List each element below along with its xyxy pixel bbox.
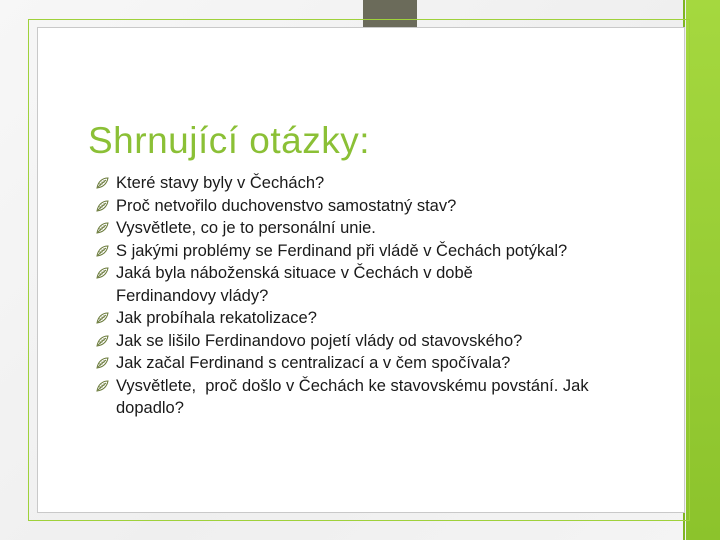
list-item-text: Jak začal Ferdinand s centralizací a v čem spočívala? xyxy=(116,354,511,372)
leaf-bullet-icon xyxy=(96,335,109,347)
leaf-bullet-icon xyxy=(96,245,109,257)
list-item xyxy=(96,240,656,263)
list-item-text: Jaká byla náboženská situace v Čechách v době Ferdinandovy vlády? xyxy=(116,264,473,305)
list-item xyxy=(96,217,656,240)
slide-title: Shrnující otázky: xyxy=(88,120,371,161)
leaf-bullet-icon xyxy=(96,380,109,392)
list-item xyxy=(96,352,656,375)
question-list xyxy=(96,172,656,420)
list-item xyxy=(96,195,656,218)
list-item-text: Vysvětlete, proč došlo v Čechách ke stavovskému povstání. Jak dopadlo? xyxy=(116,376,594,417)
leaf-bullet-icon xyxy=(96,177,109,189)
leaf-bullet-icon xyxy=(96,357,109,369)
accent-band xyxy=(686,0,720,540)
list-item-text: S jakými problémy se Ferdinand při vládě v Čechách potýkal? xyxy=(116,241,568,260)
leaf-bullet-icon xyxy=(96,267,109,279)
list-item xyxy=(96,172,656,195)
list-item-text: Proč netvořilo duchovenstvo samostatný stav? xyxy=(116,196,457,215)
leaf-bullet-icon xyxy=(96,222,109,234)
leaf-bullet-icon xyxy=(96,200,109,212)
list-item-text: Které stavy byly v Čechách? xyxy=(116,174,325,192)
list-item xyxy=(96,262,526,307)
list-item xyxy=(96,307,656,330)
list-item-text: Vysvětlete, co je to personální unie. xyxy=(116,219,376,237)
list-item-text: Jak probíhala rekatolizace? xyxy=(116,309,317,327)
list-item-text: Jak se lišilo Ferdinandovo pojetí vlády od stavovského? xyxy=(116,331,523,350)
list-item xyxy=(96,330,656,353)
leaf-bullet-icon xyxy=(96,312,109,324)
list-item xyxy=(96,375,616,420)
